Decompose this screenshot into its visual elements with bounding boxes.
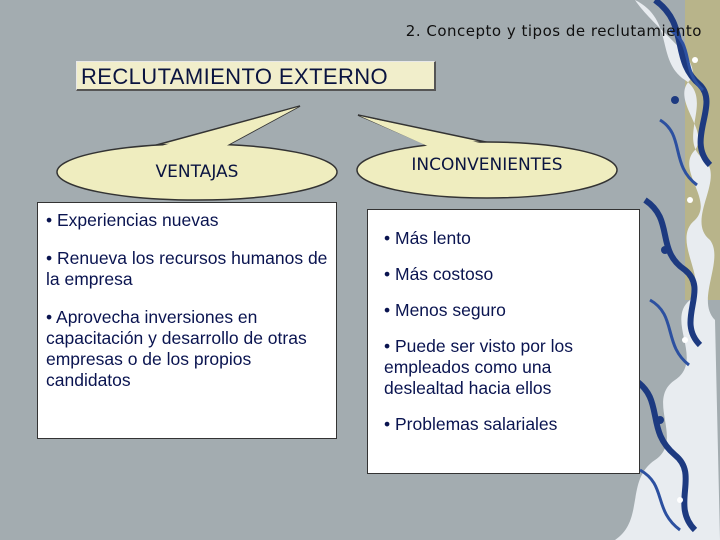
list-item: • Experiencias nuevas [46,210,219,230]
list-item: • Renueva los recursos humanos de la empresa [46,248,328,289]
page-title: RECLUTAMIENTO EXTERNO [81,64,389,89]
inconvenientes-list [367,209,640,474]
ventajas-heading: VENTAJAS [155,162,239,182]
list-item: • Problemas salariales [384,414,558,434]
list-item: • Más costoso [384,264,494,284]
ventajas-list [37,202,337,439]
list-item: • Puede ser visto por los empleados como una deslealtad hacia ellos [384,336,573,398]
list-item: • Menos seguro [384,300,506,320]
section-subtitle: 2. Concepto y tipos de reclutamiento [405,22,702,40]
list-item: • Aprovecha inversiones en capacitación y desarrollo de otras empresas o de los propios candidatos [46,307,307,390]
list-item: • Más lento [384,228,471,248]
ventajas-bubble [57,106,337,200]
inconvenientes-heading: INCONVENIENTES [411,155,563,175]
